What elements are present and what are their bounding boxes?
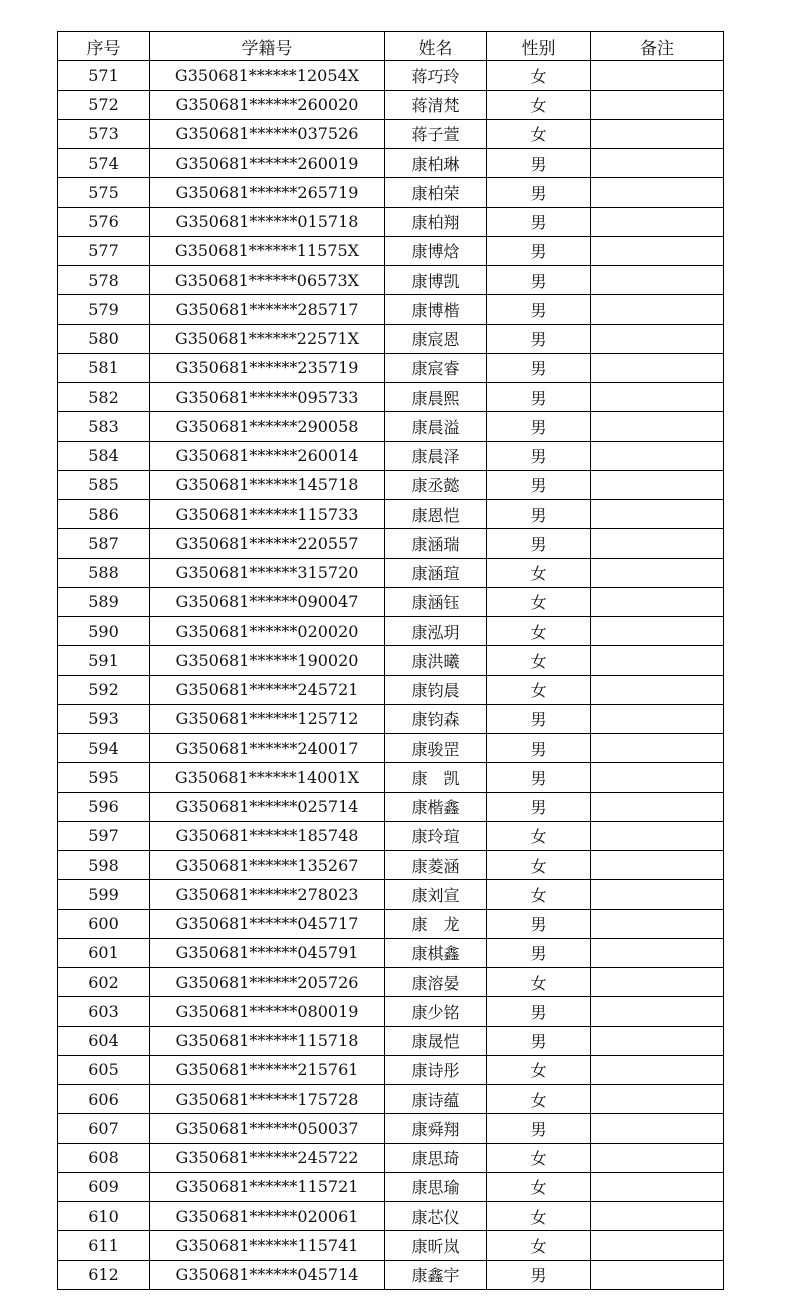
cell-name: 康涵瑞 [385,529,487,558]
table-row [58,880,724,909]
table-row [58,441,724,470]
cell-gender: 男 [487,236,591,265]
table-row [58,1114,724,1143]
table-row [58,412,724,441]
cell-remarks [591,1026,724,1055]
cell-name: 康晨泽 [385,441,487,470]
cell-remarks [591,529,724,558]
cell-name: 康芯仪 [385,1202,487,1231]
cell-gender: 男 [487,792,591,821]
cell-remarks [591,1085,724,1114]
cell-remarks [591,324,724,353]
cell-seq: 593 [58,704,150,733]
cell-remarks [591,266,724,295]
cell-name: 康鑫宇 [385,1260,487,1289]
table-row [58,1085,724,1114]
table-row [58,851,724,880]
cell-name: 康棋鑫 [385,938,487,967]
cell-student-id: G350681******115718 [150,1026,385,1055]
cell-gender: 男 [487,763,591,792]
cell-name: 康博焓 [385,236,487,265]
cell-remarks [591,383,724,412]
cell-student-id: G350681******045714 [150,1260,385,1289]
cell-name: 蒋巧玲 [385,61,487,90]
table-row [58,178,724,207]
cell-name: 康博楷 [385,295,487,324]
cell-name: 蒋清梵 [385,90,487,119]
cell-name: 康洪曦 [385,646,487,675]
cell-remarks [591,558,724,587]
roster-body [58,61,724,1290]
table-row [58,529,724,558]
cell-name: 康钧晨 [385,675,487,704]
cell-student-id: G350681******135267 [150,851,385,880]
table-row [58,1260,724,1289]
cell-name: 康博凯 [385,266,487,295]
cell-student-id: G350681******215761 [150,1055,385,1084]
cell-gender: 男 [487,353,591,382]
table-row [58,1026,724,1055]
cell-seq: 609 [58,1172,150,1201]
cell-student-id: G350681******240017 [150,734,385,763]
table-row [58,500,724,529]
cell-seq: 600 [58,909,150,938]
cell-gender: 男 [487,1026,591,1055]
cell-seq: 571 [58,61,150,90]
cell-remarks [591,1260,724,1289]
table-row [58,792,724,821]
cell-remarks [591,207,724,236]
cell-seq: 594 [58,734,150,763]
cell-student-id: G350681******095733 [150,383,385,412]
table-row [58,997,724,1026]
cell-remarks [591,61,724,90]
cell-remarks [591,763,724,792]
cell-remarks [591,441,724,470]
cell-remarks [591,1231,724,1260]
cell-student-id: G350681******080019 [150,997,385,1026]
cell-name: 康晟恺 [385,1026,487,1055]
table-row [58,558,724,587]
cell-seq: 580 [58,324,150,353]
cell-remarks [591,968,724,997]
cell-student-id: G350681******260020 [150,90,385,119]
cell-remarks [591,851,724,880]
cell-remarks [591,734,724,763]
cell-gender: 女 [487,1231,591,1260]
cell-student-id: G350681******278023 [150,880,385,909]
cell-name: 康柏荣 [385,178,487,207]
cell-remarks [591,646,724,675]
cell-student-id: G350681******260019 [150,149,385,178]
cell-name: 康昕岚 [385,1231,487,1260]
cell-gender: 男 [487,734,591,763]
table-row [58,207,724,236]
cell-name: 康宸恩 [385,324,487,353]
table-row [58,149,724,178]
cell-name: 康玲瑄 [385,821,487,850]
cell-seq: 573 [58,119,150,148]
cell-gender: 女 [487,880,591,909]
cell-student-id: G350681******190020 [150,646,385,675]
cell-name: 康舜翔 [385,1114,487,1143]
cell-gender: 男 [487,295,591,324]
cell-name: 康菱涵 [385,851,487,880]
table-row [58,675,724,704]
cell-seq: 584 [58,441,150,470]
cell-remarks [591,997,724,1026]
cell-student-id: G350681******290058 [150,412,385,441]
cell-remarks [591,353,724,382]
table-row [58,617,724,646]
cell-gender: 男 [487,149,591,178]
cell-remarks [591,236,724,265]
cell-student-id: G350681******285717 [150,295,385,324]
table-row [58,1172,724,1201]
cell-student-id: G350681******020061 [150,1202,385,1231]
cell-gender: 女 [487,1202,591,1231]
table-row [58,353,724,382]
cell-gender: 女 [487,646,591,675]
table-row [58,383,724,412]
table-row [58,734,724,763]
cell-gender: 女 [487,851,591,880]
header-remarks: 备注 [591,32,724,61]
cell-seq: 582 [58,383,150,412]
cell-gender: 男 [487,178,591,207]
cell-student-id: G350681******185748 [150,821,385,850]
header-row [58,32,724,61]
cell-remarks [591,587,724,616]
cell-gender: 女 [487,119,591,148]
cell-student-id: G350681******06573X [150,266,385,295]
cell-seq: 574 [58,149,150,178]
cell-remarks [591,470,724,499]
table-row [58,646,724,675]
table-row [58,324,724,353]
cell-student-id: G350681******050037 [150,1114,385,1143]
cell-seq: 577 [58,236,150,265]
cell-seq: 590 [58,617,150,646]
cell-remarks [591,1114,724,1143]
cell-name: 康诗蕴 [385,1085,487,1114]
cell-remarks [591,1055,724,1084]
cell-gender: 男 [487,909,591,938]
cell-gender: 女 [487,968,591,997]
cell-gender: 男 [487,704,591,733]
cell-gender: 女 [487,1055,591,1084]
cell-remarks [591,792,724,821]
cell-seq: 596 [58,792,150,821]
cell-student-id: G350681******175728 [150,1085,385,1114]
cell-seq: 595 [58,763,150,792]
cell-name: 康骏罡 [385,734,487,763]
cell-name: 康 凯 [385,763,487,792]
cell-student-id: G350681******315720 [150,558,385,587]
cell-name: 康钧森 [385,704,487,733]
cell-name: 康刘宣 [385,880,487,909]
cell-remarks [591,412,724,441]
cell-seq: 592 [58,675,150,704]
header-student-id: 学籍号 [150,32,385,61]
table-row [58,704,724,733]
table-row [58,236,724,265]
cell-seq: 579 [58,295,150,324]
cell-seq: 601 [58,938,150,967]
cell-seq: 597 [58,821,150,850]
cell-name: 康柏翔 [385,207,487,236]
cell-gender: 女 [487,1172,591,1201]
cell-seq: 591 [58,646,150,675]
cell-gender: 女 [487,1143,591,1172]
cell-remarks [591,178,724,207]
cell-seq: 605 [58,1055,150,1084]
cell-student-id: G350681******245721 [150,675,385,704]
cell-student-id: G350681******205726 [150,968,385,997]
cell-name: 康 龙 [385,909,487,938]
cell-name: 康泓玥 [385,617,487,646]
cell-gender: 女 [487,558,591,587]
header-gender: 性别 [487,32,591,61]
cell-student-id: G350681******220557 [150,529,385,558]
cell-seq: 612 [58,1260,150,1289]
cell-gender: 男 [487,1260,591,1289]
cell-remarks [591,704,724,733]
cell-remarks [591,909,724,938]
cell-name: 康思瑜 [385,1172,487,1201]
cell-gender: 女 [487,90,591,119]
cell-student-id: G350681******037526 [150,119,385,148]
table-row [58,1143,724,1172]
cell-name: 康楷鑫 [385,792,487,821]
table-row [58,1202,724,1231]
header-name: 姓名 [385,32,487,61]
table-row [58,470,724,499]
cell-name: 康丞懿 [385,470,487,499]
cell-gender: 女 [487,821,591,850]
table-row [58,587,724,616]
cell-seq: 610 [58,1202,150,1231]
cell-seq: 611 [58,1231,150,1260]
cell-student-id: G350681******115741 [150,1231,385,1260]
cell-seq: 603 [58,997,150,1026]
cell-student-id: G350681******115721 [150,1172,385,1201]
cell-student-id: G350681******265719 [150,178,385,207]
cell-name: 康宸睿 [385,353,487,382]
cell-name: 康涵瑄 [385,558,487,587]
cell-student-id: G350681******015718 [150,207,385,236]
cell-remarks [591,938,724,967]
cell-name: 康恩恺 [385,500,487,529]
cell-seq: 606 [58,1085,150,1114]
cell-seq: 608 [58,1143,150,1172]
cell-student-id: G350681******235719 [150,353,385,382]
cell-gender: 男 [487,441,591,470]
cell-seq: 585 [58,470,150,499]
table-row [58,1055,724,1084]
cell-remarks [591,821,724,850]
cell-remarks [591,617,724,646]
cell-gender: 男 [487,383,591,412]
cell-gender: 女 [487,61,591,90]
table-row [58,61,724,90]
cell-gender: 男 [487,529,591,558]
table-row [58,909,724,938]
cell-seq: 587 [58,529,150,558]
cell-gender: 男 [487,500,591,529]
cell-seq: 583 [58,412,150,441]
cell-student-id: G350681******145718 [150,470,385,499]
cell-remarks [591,880,724,909]
cell-remarks [591,1172,724,1201]
cell-student-id: G350681******045791 [150,938,385,967]
cell-remarks [591,149,724,178]
table-row [58,119,724,148]
cell-gender: 男 [487,207,591,236]
cell-student-id: G350681******22571X [150,324,385,353]
cell-gender: 男 [487,938,591,967]
cell-seq: 578 [58,266,150,295]
cell-remarks [591,90,724,119]
cell-gender: 女 [487,675,591,704]
cell-gender: 男 [487,266,591,295]
cell-student-id: G350681******11575X [150,236,385,265]
cell-name: 康晨溢 [385,412,487,441]
cell-name: 康晨熙 [385,383,487,412]
cell-student-id: G350681******115733 [150,500,385,529]
cell-student-id: G350681******125712 [150,704,385,733]
cell-gender: 女 [487,617,591,646]
cell-seq: 598 [58,851,150,880]
cell-student-id: G350681******14001X [150,763,385,792]
cell-student-id: G350681******020020 [150,617,385,646]
cell-seq: 575 [58,178,150,207]
table-row [58,295,724,324]
cell-gender: 男 [487,997,591,1026]
table-row [58,968,724,997]
cell-gender: 男 [487,324,591,353]
cell-gender: 男 [487,1114,591,1143]
cell-name: 康诗彤 [385,1055,487,1084]
student-roster-table [57,31,724,1290]
cell-seq: 607 [58,1114,150,1143]
cell-seq: 602 [58,968,150,997]
cell-seq: 586 [58,500,150,529]
cell-seq: 572 [58,90,150,119]
cell-student-id: G350681******090047 [150,587,385,616]
cell-student-id: G350681******025714 [150,792,385,821]
table-row [58,763,724,792]
cell-student-id: G350681******245722 [150,1143,385,1172]
cell-name: 康少铭 [385,997,487,1026]
cell-remarks [591,295,724,324]
cell-name: 康涵钰 [385,587,487,616]
cell-remarks [591,1143,724,1172]
cell-seq: 589 [58,587,150,616]
table-row [58,821,724,850]
cell-gender: 男 [487,470,591,499]
table-row [58,266,724,295]
cell-student-id: G350681******260014 [150,441,385,470]
table-row [58,90,724,119]
cell-seq: 604 [58,1026,150,1055]
cell-seq: 599 [58,880,150,909]
cell-gender: 女 [487,587,591,616]
cell-name: 康柏琳 [385,149,487,178]
cell-name: 康溶晏 [385,968,487,997]
cell-seq: 588 [58,558,150,587]
cell-remarks [591,675,724,704]
cell-student-id: G350681******12054X [150,61,385,90]
cell-student-id: G350681******045717 [150,909,385,938]
table-row [58,938,724,967]
cell-name: 康思琦 [385,1143,487,1172]
cell-remarks [591,119,724,148]
table-row [58,1231,724,1260]
cell-remarks [591,500,724,529]
cell-name: 蒋子萱 [385,119,487,148]
cell-gender: 男 [487,412,591,441]
header-seq: 序号 [58,32,150,61]
cell-seq: 581 [58,353,150,382]
cell-gender: 女 [487,1085,591,1114]
cell-remarks [591,1202,724,1231]
cell-seq: 576 [58,207,150,236]
